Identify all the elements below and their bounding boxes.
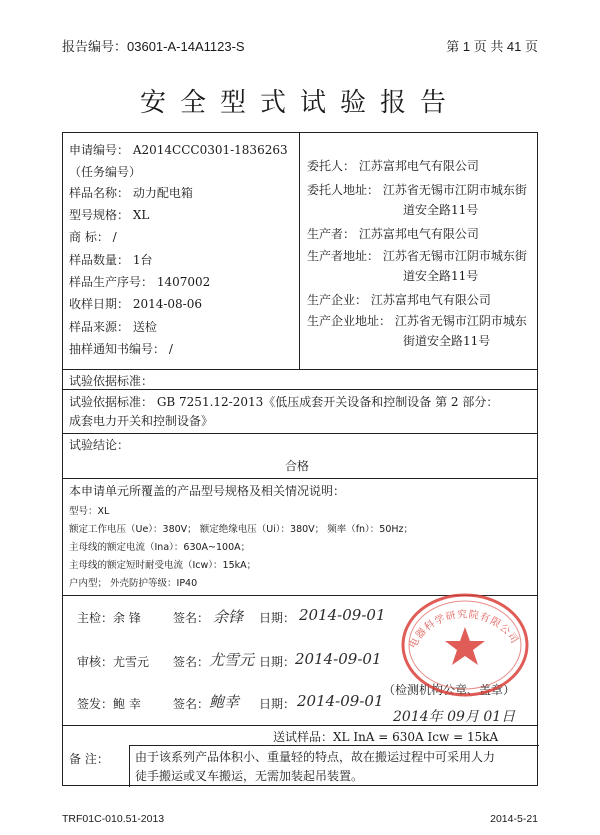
form-number: TRF01C-010.51-2013 bbox=[62, 813, 165, 825]
conclusion-value: 合格 bbox=[285, 459, 310, 473]
producer-address-cont: 道安全路11号 bbox=[403, 269, 479, 283]
info-divider bbox=[299, 133, 300, 369]
client-address: 委托人地址： 江苏省无锡市江阴市城东街 bbox=[307, 183, 527, 197]
factory: 生产企业： 江苏富邦电气有限公司 bbox=[307, 293, 491, 307]
coverage-line: 主母线的额定电流（Ina）：630A~100A； bbox=[69, 542, 251, 553]
coverage-heading: 本申请单元所覆盖的产品型号规格及相关情况说明： bbox=[69, 484, 346, 498]
coverage-line: 户内型； 外壳防护等级：IP40 bbox=[69, 578, 198, 589]
approver-label: 签发：鲍 幸 bbox=[77, 697, 141, 711]
factory-address: 生产企业地址： 江苏省无锡市江阴市城东 bbox=[307, 314, 527, 328]
form-date: 2014-5-21 bbox=[490, 813, 538, 825]
sign-label: 签名： bbox=[173, 611, 210, 625]
sample-serial: 样品生产序号： 1407002 bbox=[69, 275, 211, 289]
sample-name: 样品名称： 动力配电箱 bbox=[69, 186, 193, 200]
approver-signature: 鲍幸 bbox=[209, 693, 240, 711]
divider bbox=[63, 369, 537, 370]
conclusion-label: 试验结论： bbox=[69, 438, 130, 452]
remarks-line-2: 徒手搬运或叉车搬运，无需加装起吊装置。 bbox=[135, 769, 364, 783]
page-info: 第 1 页 共 41 页 bbox=[446, 39, 538, 54]
client-address-cont: 道安全路11号 bbox=[403, 203, 479, 217]
inspector-date: 2014-09-01 bbox=[299, 606, 386, 624]
client: 委托人： 江苏富邦电气有限公司 bbox=[307, 159, 479, 173]
producer-address: 生产者地址： 江苏省无锡市江阴市城东街 bbox=[307, 249, 527, 263]
seal-star-icon bbox=[445, 627, 485, 665]
coverage-line: 额定工作电压（Ue）：380V； 额定绝缘电压（Ui）：380V； 频率（fn）：50Hz； bbox=[69, 524, 414, 535]
seal-text: 电器科学研究院有限公司 bbox=[407, 609, 521, 651]
divider bbox=[63, 433, 537, 434]
task-no: （任务编号） bbox=[69, 165, 142, 179]
date-label: 日期： bbox=[259, 655, 296, 669]
receive-date: 收样日期： 2014-08-06 bbox=[69, 297, 203, 311]
model: 型号规格： XL bbox=[69, 208, 150, 222]
stamp-caption: （检测机构公章、盖章） bbox=[383, 683, 516, 697]
divider bbox=[63, 389, 537, 390]
remarks-divider bbox=[129, 745, 130, 787]
factory-address-cont: 街道安全路11号 bbox=[403, 334, 491, 348]
sign-label: 签名： bbox=[173, 697, 210, 711]
reviewer-label: 审核：尤雪元 bbox=[77, 655, 150, 669]
trademark: 商 标： / bbox=[69, 230, 117, 244]
reviewer-signature: 尤雪元 bbox=[209, 651, 255, 669]
standard-label: 试验依据标准： bbox=[69, 374, 154, 388]
producer: 生产者： 江苏富邦电气有限公司 bbox=[307, 227, 479, 241]
date-label: 日期： bbox=[259, 697, 296, 711]
date-label: 日期： bbox=[259, 611, 296, 625]
official-seal bbox=[390, 587, 540, 697]
remarks-line-1: 由于该系列产品体积小、重量轻的特点，故在搬运过程中可采用人力 bbox=[135, 750, 496, 764]
standard-line-1: 试验依据标准： GB 7251.12-2013《低压成套开关设备和控制设备 第 2 部分： bbox=[69, 395, 499, 409]
application-no: 申请编号： A2014CCC0301-1836263 bbox=[69, 143, 288, 157]
stamp-date: 2014年 09月 01日 bbox=[393, 709, 516, 725]
sample-source: 样品来源： 送检 bbox=[69, 320, 157, 334]
standard-line-2: 成套电力开关和控制设备》 bbox=[69, 414, 214, 428]
report-number: 报告编号：03601-A-14A1123-S bbox=[62, 39, 245, 54]
inspector-label: 主检：余 锋 bbox=[77, 611, 141, 625]
sign-label: 签名： bbox=[173, 655, 210, 669]
coverage-line: 主母线的额定短时耐受电流（Icw）：15kA； bbox=[69, 560, 257, 571]
report-title: 安全型式试验报告 bbox=[139, 88, 460, 118]
sample-quantity: 样品数量： 1台 bbox=[69, 253, 153, 267]
inspector-signature: 余锋 bbox=[213, 608, 244, 626]
coverage-line: 型号：XL bbox=[69, 506, 110, 517]
reviewer-date: 2014-09-01 bbox=[295, 650, 382, 668]
approver-date: 2014-09-01 bbox=[297, 692, 384, 710]
divider bbox=[63, 725, 537, 726]
remarks-label: 备 注： bbox=[69, 752, 109, 766]
test-sample: 送试样品：XL InA = 630A Icw = 15kA bbox=[273, 730, 499, 744]
divider bbox=[63, 478, 537, 479]
sampling-notice-no: 抽样通知书编号： / bbox=[69, 342, 173, 356]
divider bbox=[129, 745, 539, 746]
